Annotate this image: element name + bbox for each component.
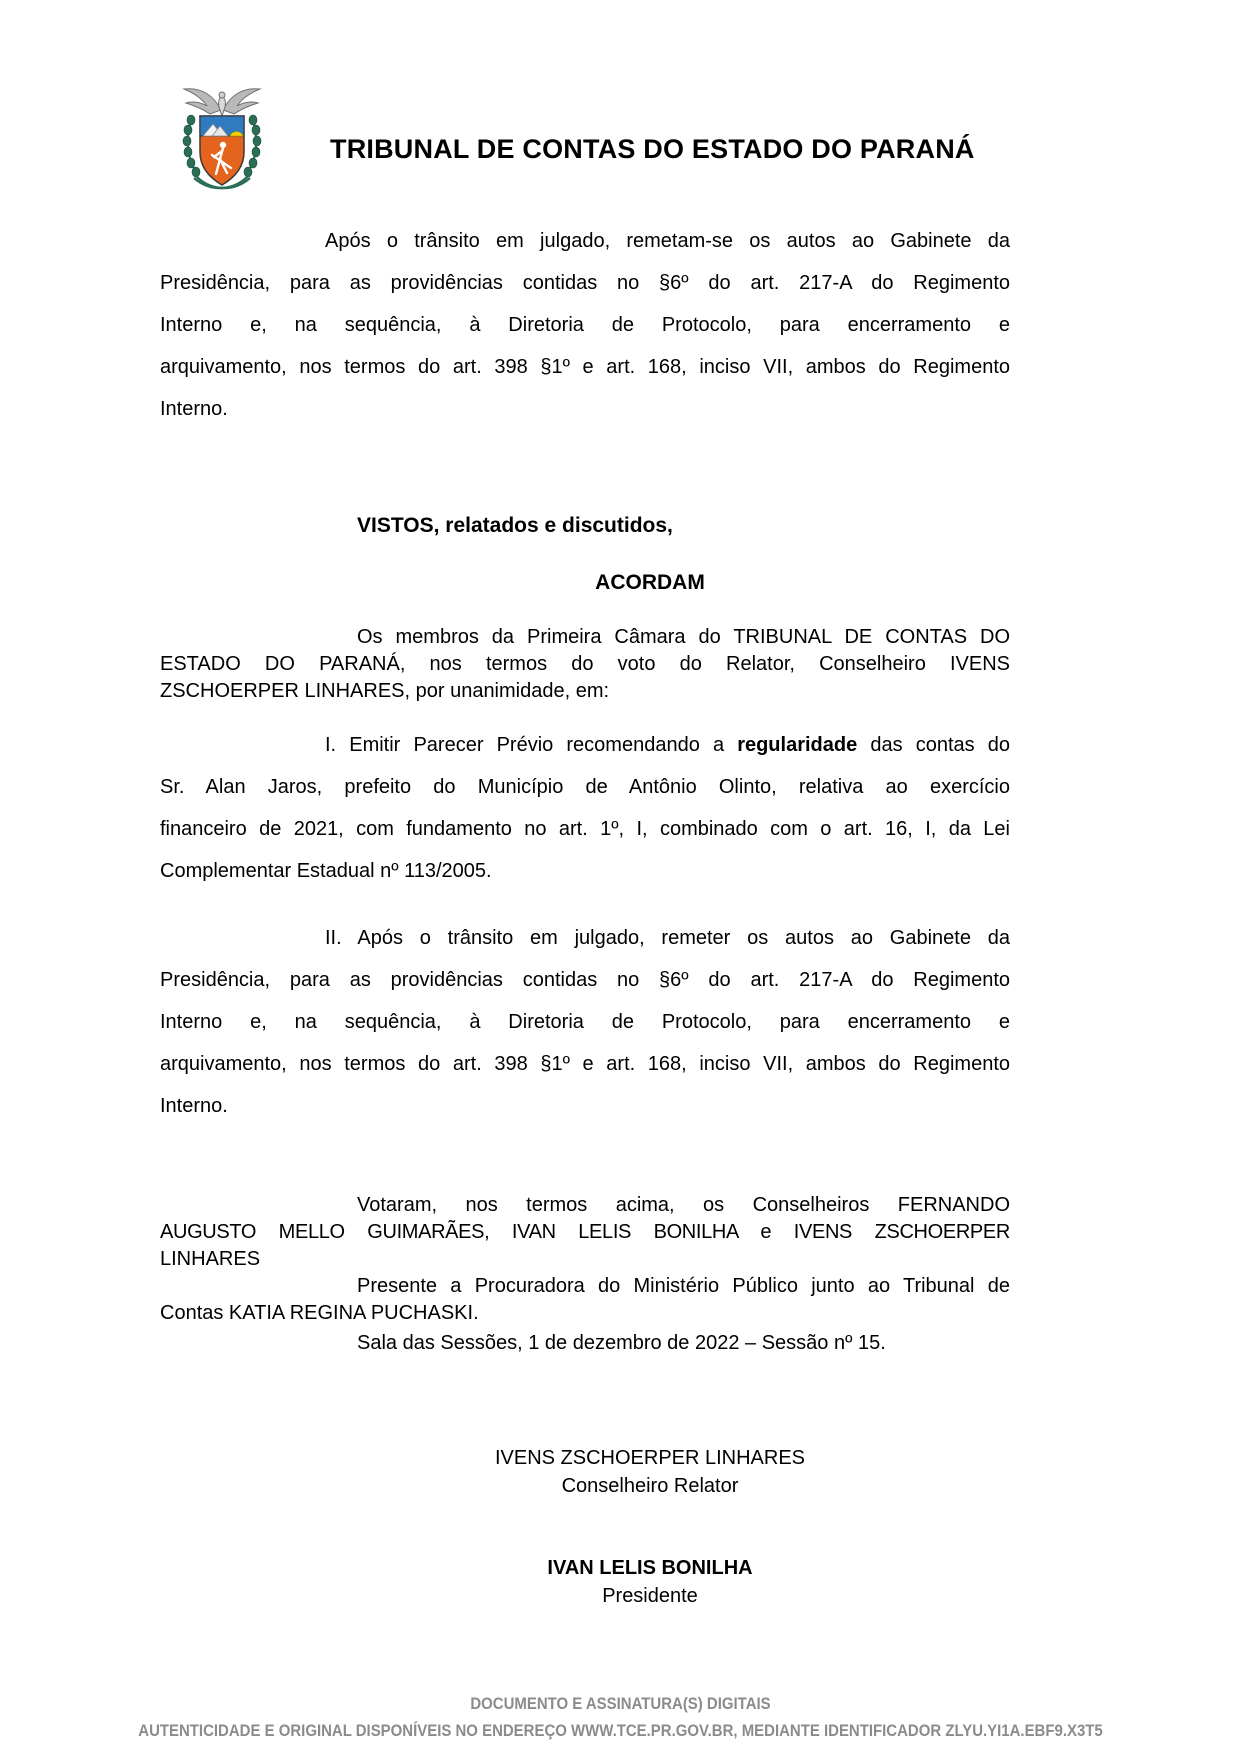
text-line: Após o trânsito em julgado, remetam-se os autos ao Gabinete da xyxy=(325,230,1010,252)
footer-line-2: AUTENTICIDADE E ORIGINAL DISPONÍVEIS NO ENDEREÇO WWW.TCE.PR.GOV.BR, MEDIANTE IDENTIFICADOR ZLYU.YI1A.EBF9.X3T5 xyxy=(138,1721,1103,1740)
text-line: financeiro de 2021, com fundamento no art. 1º, I, combinado com o art. 16, I, da Lei xyxy=(160,818,1010,840)
left-branch-icon xyxy=(183,115,200,177)
vistos-heading: VISTOS, relatados e discutidos, xyxy=(357,514,673,537)
signature-role: Presidente xyxy=(602,1585,698,1607)
item1-post: das contas do xyxy=(857,734,1010,756)
text-line: Interno. xyxy=(160,1095,228,1117)
digital-signature-footer xyxy=(74,1690,1166,1744)
text-line xyxy=(160,724,1010,766)
text-line: arquivamento, nos termos do art. 398 §1º e art. 168, inciso VII, ambos do Regimento xyxy=(160,356,1010,378)
text-line: AUGUSTO MELLO GUIMARÃES, IVAN LELIS BONILHA e IVENS ZSCHOERPER xyxy=(160,1221,1010,1243)
parana-coat-of-arms-logo xyxy=(176,84,268,198)
text-line: Presente a Procuradora do Ministério Público junto ao Tribunal de xyxy=(357,1275,1010,1297)
text-line: Os membros da Primeira Câmara do TRIBUNAL DE CONTAS DO xyxy=(357,626,1010,648)
paragraph-votaram xyxy=(160,1192,1010,1273)
session-line-wrap xyxy=(160,1330,1010,1357)
paragraph-membros xyxy=(160,624,1010,705)
falcon-icon xyxy=(184,89,260,116)
text-line: II. Após o trânsito em julgado, remeter os autos ao Gabinete da xyxy=(325,927,1010,949)
text-line: Sr. Alan Jaros, prefeito do Município de Antônio Olinto, relativa ao exercício xyxy=(160,776,1010,798)
text-line: Presidência, para as providências contidas no §6º do art. 217-A do Regimento xyxy=(160,272,1010,294)
signature-name: IVAN LELIS BONILHA xyxy=(547,1557,753,1579)
text-line: ESTADO DO PARANÁ, nos termos do voto do Relator, Conselheiro IVENS xyxy=(160,653,1010,675)
shield-icon xyxy=(200,116,244,185)
text-line: ZSCHOERPER LINHARES, por unanimidade, em: xyxy=(160,680,610,702)
paragraph-presente xyxy=(160,1273,1010,1327)
footer-line-1: DOCUMENTO E ASSINATURA(S) DIGITAIS xyxy=(470,1694,771,1713)
text-line: LINHARES xyxy=(160,1248,261,1270)
item1-bold-word: regularidade xyxy=(737,734,858,756)
signature-presidente xyxy=(160,1554,1010,1610)
signature-role: Conselheiro Relator xyxy=(561,1475,739,1497)
acordam-heading: ACORDAM xyxy=(595,571,705,594)
session-line: Sala das Sessões, 1 de dezembro de 2022 – Sessão nº 15. xyxy=(357,1332,886,1354)
signature-name: IVENS ZSCHOERPER LINHARES xyxy=(494,1447,806,1469)
right-branch-icon xyxy=(244,115,261,177)
section-acordam xyxy=(160,569,1010,596)
item1-pre: I. Emitir Parecer Prévio recomendando a xyxy=(325,734,738,756)
text-line: Interno e, na sequência, à Diretoria de Protocolo, para encerramento e xyxy=(160,314,1010,336)
text-line: Interno e, na sequência, à Diretoria de Protocolo, para encerramento e xyxy=(160,1011,1010,1033)
text-line: Votaram, nos termos acima, os Conselheiros FERNANDO xyxy=(357,1194,1010,1216)
paragraph-transito-1 xyxy=(160,220,1010,430)
text-line: Presidência, para as providências contidas no §6º do art. 217-A do Regimento xyxy=(160,969,1010,991)
paragraph-item-2 xyxy=(160,917,1010,1127)
text-line: Complementar Estadual nº 113/2005. xyxy=(160,860,492,882)
text-line: Interno. xyxy=(160,398,228,420)
text-line: Contas KATIA REGINA PUCHASKI. xyxy=(160,1302,479,1324)
signature-relator xyxy=(160,1444,1010,1500)
paragraph-item-1 xyxy=(160,724,1010,892)
text-line: arquivamento, nos termos do art. 398 §1º e art. 168, inciso VII, ambos do Regimento xyxy=(160,1053,1010,1075)
institution-title: TRIBUNAL DE CONTAS DO ESTADO DO PARANÁ xyxy=(330,134,975,164)
section-vistos xyxy=(160,512,1010,539)
